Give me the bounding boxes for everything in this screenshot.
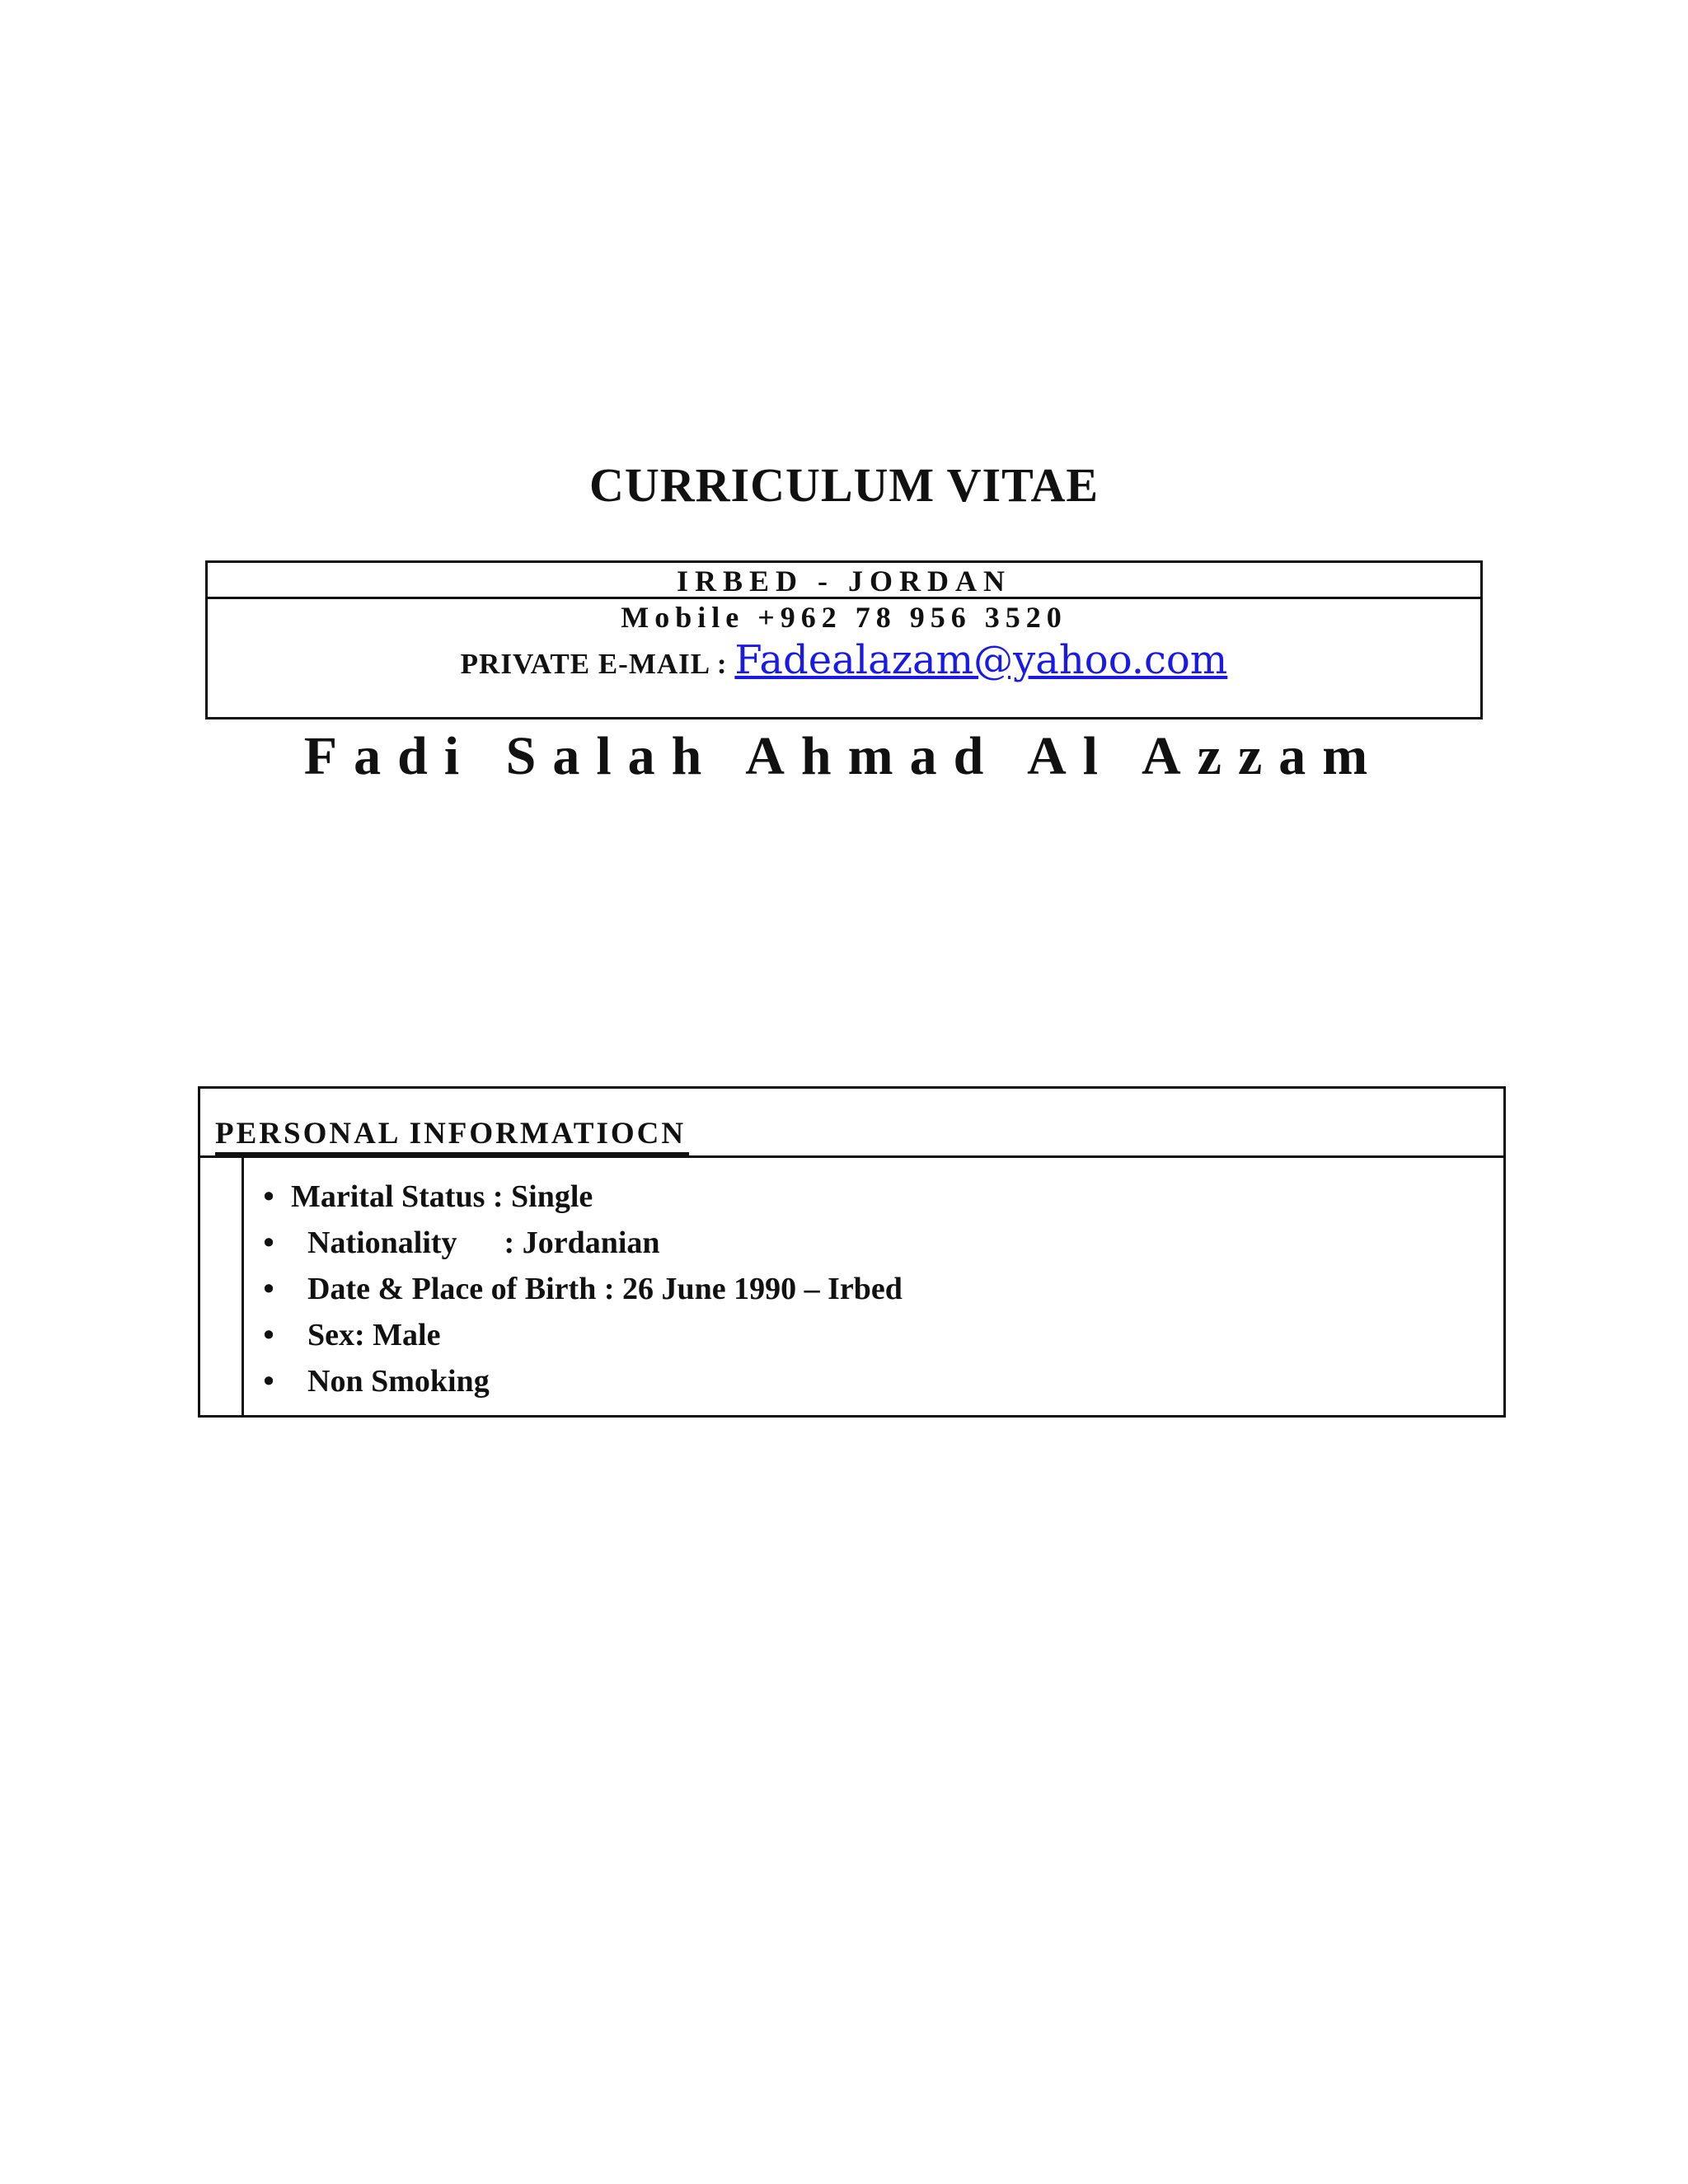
email-link[interactable]: Fadealazam@yahoo.com	[734, 637, 1228, 683]
personal-info-heading: PERSONAL INFORMATIOCN	[215, 1116, 689, 1155]
left-rule-divider	[241, 1155, 244, 1415]
email-line	[208, 635, 1480, 689]
personal-info-body	[200, 1155, 1503, 1415]
contact-box	[205, 560, 1483, 719]
list-item-text: Marital Status : Single	[291, 1179, 593, 1214]
location-line: IRBED - JORDAN	[208, 563, 1480, 599]
list-item-smoking	[256, 1358, 903, 1404]
list-item-nationality	[256, 1220, 903, 1266]
list-item-text: Non Smoking	[307, 1364, 490, 1399]
bullet-icon: •	[263, 1364, 274, 1399]
email-label: PRIVATE E-MAIL :	[460, 648, 728, 680]
mobile-line: Mobile +962 78 956 3520	[621, 601, 1067, 634]
list-item-birth	[256, 1266, 903, 1312]
personal-info-header	[200, 1089, 1503, 1158]
bullet-icon: •	[263, 1226, 274, 1260]
list-item-text: Date & Place of Birth : 26 June 1990 – Irbed	[307, 1272, 903, 1306]
document-title: CURRICULUM VITAE	[588, 458, 1100, 512]
personal-info-section	[198, 1086, 1506, 1418]
bullet-icon: •	[263, 1318, 274, 1352]
applicant-name: Fadi Salah Ahmad Al Azzam	[303, 726, 1385, 786]
list-item-sex	[256, 1312, 903, 1358]
list-item-marital-status	[256, 1174, 903, 1220]
list-item-text: Nationality : Jordanian	[307, 1226, 660, 1260]
bullet-icon: •	[263, 1272, 274, 1306]
list-item-text: Sex: Male	[307, 1318, 441, 1352]
personal-info-list	[256, 1174, 903, 1404]
bullet-icon: •	[263, 1179, 274, 1214]
